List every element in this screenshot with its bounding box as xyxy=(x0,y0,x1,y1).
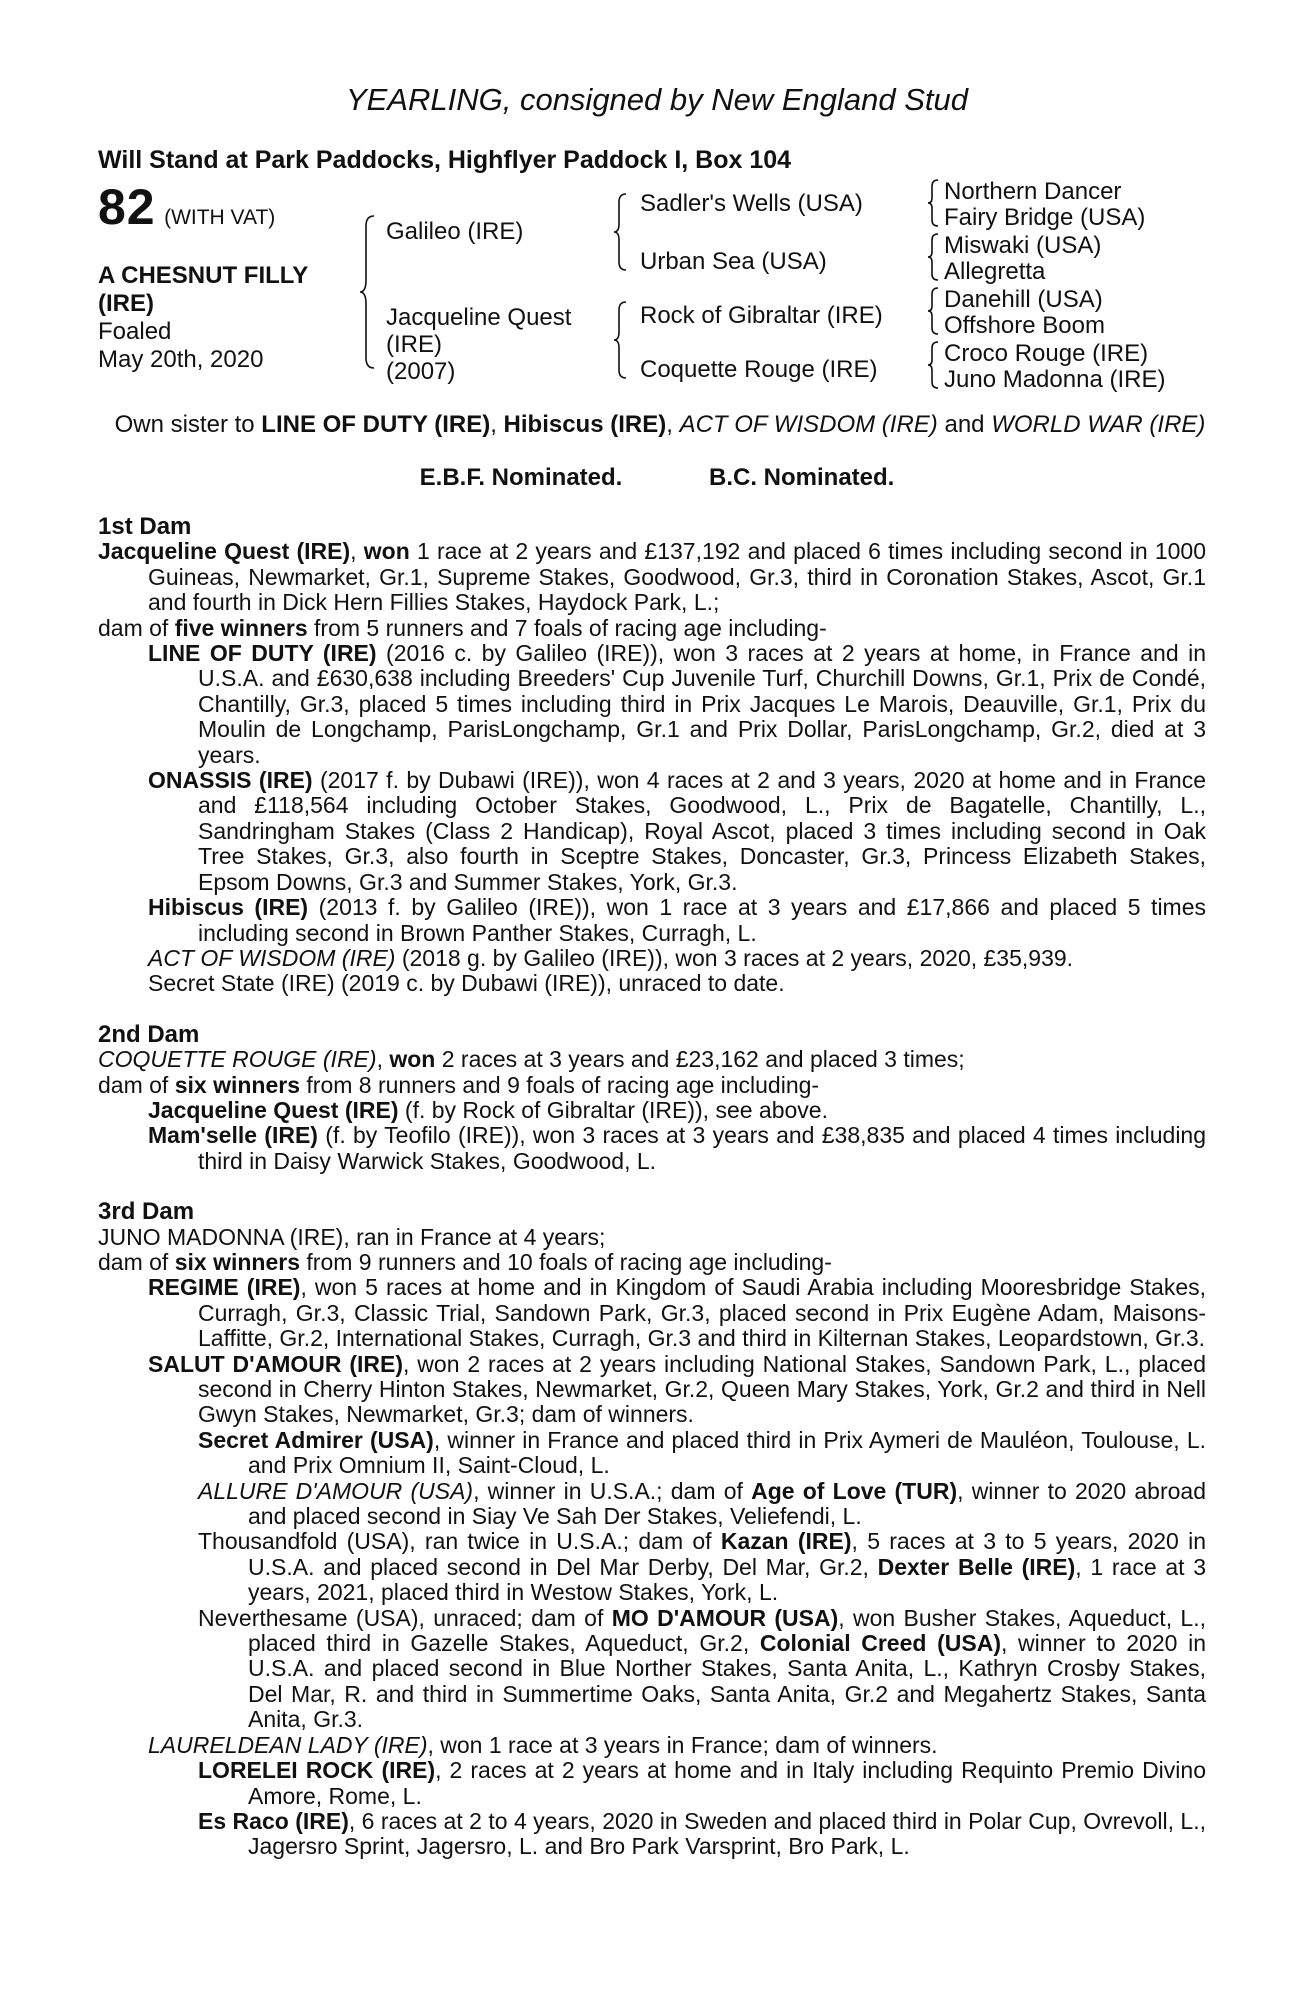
pedigree-brace-dam xyxy=(612,300,628,380)
foal-name: Mam'selle (IRE) xyxy=(148,1122,318,1149)
sibling-2: Hibiscus (IRE) xyxy=(503,411,667,438)
winners-count: six winners xyxy=(174,1248,300,1275)
list-item xyxy=(98,895,1206,946)
first-dam-text: 1 race at 2 years and £137,192 and placed 6 times including second in 1000 Guineas, Newmarket, Gr.1, Supreme Stakes, Goodwood, Gr.3, third in Coronation Stakes, Ascot, Gr.1 and fourth in Dick Hern Fillies Stakes, Haydock Park, L.; xyxy=(148,538,1206,616)
foal-text: , won 5 races at home and in Kingdom of Saudi Arabia including Mooresbridge Stakes, Curragh, Gr.3, Classic Trial, Sandown Park, Gr.3, placed second in Prix Eugène Adam, Maisons-Laffitte, Gr.2, International Stakes, Curragh, Gr.3 and third in Kilternan Stakes, Leopardstown, Gr.3. xyxy=(198,1274,1207,1352)
list-item xyxy=(98,1809,1206,1860)
grandfoal-name: ALLURE D'AMOUR (USA) xyxy=(198,1477,474,1504)
lot-number-block xyxy=(98,178,275,236)
horse-name-line1: A CHESNUT FILLY xyxy=(98,262,309,289)
foal-text: , won 2 races at 2 years including National Stakes, Sandown Park, L., placed second in Cherry Hinton Stakes, Newmarket, Gr.2, Queen Mary Stakes, York, Gr.2 and third in Nell Gwyn Stakes, Newmarket, Gr.3; dam of winners. xyxy=(198,1350,1207,1428)
won-label: won xyxy=(389,1046,436,1073)
sibling-1: LINE OF DUTY (IRE) xyxy=(261,411,491,438)
pedigree-sdd: Allegretta xyxy=(944,258,1046,285)
great-grandfoal-name: Colonial Creed (USA) xyxy=(759,1630,1001,1657)
list-item xyxy=(98,641,1206,768)
great-grandfoal-text: , won Busher Stakes, Aqueduct, L., placed third in Gazelle Stakes, Aqueduct, Gr.2, xyxy=(248,1604,1206,1657)
grandfoal-text: , winner in France and placed third in Prix Aymeri de Mauléon, Toulouse, L. and Prix Omnium II, Saint-Cloud, L. xyxy=(248,1426,1206,1479)
horse-name-line2: (IRE) xyxy=(98,290,154,317)
first-dam-record: Jacqueline Quest (IRE), won 1 race at 2 years and £137,192 and placed 6 times including second in 1000 Guineas, Newmarket, Gr.1, Supreme Stakes, Goodwood, Gr.3, third in Coronation Stakes, Ascot, Gr.1 and fourth in Dick Hern Fillies Stakes, Haydock Park, L.; xyxy=(98,538,1206,616)
pedigree-brace-ds xyxy=(926,286,940,336)
stand-location: Will Stand at Park Paddocks, Highflyer Paddock I, Box 104 xyxy=(98,146,792,174)
list-item xyxy=(98,1529,1206,1605)
foal-name: LAURELDEAN LADY (IRE) xyxy=(148,1731,428,1758)
pedigree-dam-line3: (2007) xyxy=(386,358,456,385)
foal-name: SALUT D'AMOUR (IRE) xyxy=(148,1350,404,1377)
foal-text: Secret State (IRE) (2019 c. by Dubawi (IRE)), unraced to date. xyxy=(148,970,785,997)
second-dam-produce-summary xyxy=(98,1073,1206,1098)
pedigree-sire-dam: Urban Sea (USA) xyxy=(640,248,827,275)
spacer xyxy=(98,1174,1206,1199)
lot-number: 82 xyxy=(98,179,156,235)
foal-name: Jacqueline Quest (IRE) xyxy=(148,1096,399,1123)
vat-label: (WITH VAT) xyxy=(164,206,276,229)
pedigree-dam-line1: Jacqueline Quest xyxy=(386,304,572,331)
third-dam-record: JUNO MADONNA (IRE), ran in France at 4 years; xyxy=(98,1223,606,1250)
list-item xyxy=(98,1428,1206,1479)
foal-name: LINE OF DUTY (IRE) xyxy=(148,640,377,667)
horse-description xyxy=(98,262,308,374)
dam-of-label: dam of xyxy=(98,1248,169,1275)
list-item xyxy=(98,971,1206,996)
foal-text: (f. by Rock of Gibraltar (IRE)), see above. xyxy=(404,1096,828,1123)
list-item xyxy=(98,1098,1206,1123)
page-title: YEARLING, consigned by New England Stud xyxy=(345,82,969,117)
won-label: won xyxy=(363,538,410,565)
great-grandfoal-text: , winner to 2020 abroad and placed second in Siay Ve Sah Der Stakes, Veliefendi, L. xyxy=(248,1477,1206,1530)
great-grandfoal-name: MO D'AMOUR (USA) xyxy=(611,1604,839,1631)
list-item xyxy=(98,1123,1206,1174)
dam-of-suffix: from 8 runners and 9 foals of racing age including- xyxy=(306,1071,820,1098)
foal-text: (2016 c. by Galileo (IRE)), won 3 races at 2 years at home, in France and in U.S.A. and £630,638 including Breeders' Cup Juvenile Turf, Churchill Downs, Gr.1, Prix de Condé, Chantilly, Gr.3, placed 5 times including third in Prix Jacques Le Marois, Deauville, Gr.1, Prix du Moulin de Longchamp, ParisLongchamp, Gr.1 and Prix Dollar, ParisLongchamp, Gr.2, died at 3 years. xyxy=(198,640,1207,768)
great-grandfoal-name: Dexter Belle (IRE) xyxy=(877,1553,1076,1580)
pedigree-brace-main xyxy=(358,214,376,370)
great-grandfoal-text: , 5 races at 3 to 5 years, 2020 in U.S.A. and placed second in Del Mar Derby, Del Mar, Gr.2, xyxy=(248,1528,1207,1580)
grandfoal-name: LORELEI ROCK (IRE) xyxy=(198,1757,436,1784)
foal-name: ONASSIS (IRE) xyxy=(148,767,313,794)
ebf-nomination: E.B.F. Nominated. xyxy=(419,464,623,491)
own-sister-prefix: Own sister to xyxy=(114,411,262,438)
foal-text: , won 1 race at 3 years in France; dam of winners. xyxy=(427,1731,938,1758)
list-item xyxy=(98,946,1206,971)
pedigree-sds: Miswaki (USA) xyxy=(944,232,1102,259)
first-dam-heading: 1st Dam xyxy=(98,513,192,540)
third-dam-produce-summary xyxy=(98,1250,1206,1275)
foal-name: REGIME (IRE) xyxy=(148,1274,301,1301)
pedigree-dam xyxy=(386,304,571,385)
list-item xyxy=(98,768,1206,895)
second-dam-name: COQUETTE ROUGE (IRE) xyxy=(98,1046,377,1073)
list-item xyxy=(98,1275,1206,1351)
list-item xyxy=(98,1758,1206,1809)
third-dam-heading: 3rd Dam xyxy=(98,1198,195,1226)
foal-name: Hibiscus (IRE) xyxy=(148,894,309,921)
foaled-label: Foaled xyxy=(98,318,172,345)
pedigree-brace-dd xyxy=(926,340,940,390)
foal-name: ACT OF WISDOM (IRE) xyxy=(148,944,396,971)
dam-of-label: dam of xyxy=(98,614,169,641)
spacer xyxy=(98,997,1206,1022)
dam-of-label: dam of xyxy=(98,1071,169,1098)
foal-text: (2017 f. by Dubawi (IRE)), won 4 races at 2 and 3 years, 2020 at home and in France and £118,564 including October Stakes, Goodwood, L., Prix de Bagatelle, Chantilly, L., Sandringham Stakes (Class 2 Handicap), Royal Ascot, placed 3 times including second in Oak Tree Stakes, Gr.3, also fourth in Sceptre Stakes, Doncaster, Gr.3, Princess Elizabeth Stakes, Epsom Downs, Gr.3 and Summer Stakes, York, Gr.3. xyxy=(198,767,1206,895)
winners-count: five winners xyxy=(174,614,308,641)
foaled-date: May 20th, 2020 xyxy=(98,346,264,373)
great-grandfoal-name: Age of Love (TUR) xyxy=(751,1477,958,1504)
sibling-notes: Own sister to LINE OF DUTY (IRE), Hibiscus (IRE), ACT OF WISDOM (IRE) and WORLD WAR (IRE) xyxy=(114,411,1206,438)
first-dam-name: Jacqueline Quest (IRE) xyxy=(98,538,351,565)
list-item xyxy=(98,1733,1206,1758)
dam-of-suffix: from 5 runners and 7 foals of racing age including- xyxy=(314,614,827,641)
pedigree-brace-ss xyxy=(926,178,940,228)
great-grandfoal-name: Kazan (IRE) xyxy=(720,1528,852,1555)
nominations xyxy=(0,464,1314,492)
dam-lines xyxy=(98,514,1206,1860)
dam-of-suffix: from 9 runners and 10 foals of racing age including- xyxy=(306,1248,832,1275)
sibling-3: ACT OF WISDOM (IRE) xyxy=(679,411,938,438)
list-item xyxy=(98,1479,1206,1530)
pedigree-dam-line2: (IRE) xyxy=(386,331,442,358)
list-item xyxy=(98,1606,1206,1733)
pedigree-ddd: Juno Madonna (IRE) xyxy=(944,366,1166,393)
foal-text: (2013 f. by Galileo (IRE)), won 1 race at 3 years and £17,866 and placed 5 times including second in Brown Panther Stakes, Curragh, L. xyxy=(198,894,1207,946)
great-grandfoal-text: , winner to 2020 in U.S.A. and placed second in Blue Norther Stakes, Santa Anita, L., Kathryn Crosby Stakes, Del Mar, R. and third in Summertime Oaks, Santa Anita, Gr.2 and Megahertz Stakes, Santa Anita, Gr.3. xyxy=(248,1630,1206,1733)
pedigree-sire: Galileo (IRE) xyxy=(386,218,524,245)
grandfoal-text: Thousandfold (USA), ran twice in U.S.A.; dam of xyxy=(198,1528,712,1555)
grandfoal-name: Es Raco (IRE) xyxy=(198,1807,349,1834)
sibling-4: WORLD WAR (IRE) xyxy=(991,411,1206,438)
winners-count: six winners xyxy=(174,1071,300,1098)
second-dam-record: COQUETTE ROUGE (IRE), won 2 races at 3 years and £23,162 and placed 3 times; xyxy=(98,1046,965,1073)
first-dam-produce-summary xyxy=(98,616,1206,641)
bc-nomination: B.C. Nominated. xyxy=(709,464,895,491)
pedigree-sss: Northern Dancer xyxy=(944,178,1122,205)
foal-text: (f. by Teofilo (IRE)), won 3 races at 3 years and £38,835 and placed 4 times including third in Daisy Warwick Stakes, Goodwood, L. xyxy=(198,1122,1207,1174)
grandfoal-name: Secret Admirer (USA) xyxy=(198,1426,434,1453)
pedigree-dsd: Offshore Boom xyxy=(944,312,1105,339)
second-dam-heading: 2nd Dam xyxy=(98,1020,200,1048)
pedigree-dam-sire: Rock of Gibraltar (IRE) xyxy=(640,302,883,329)
pedigree-dss: Danehill (USA) xyxy=(944,286,1103,313)
list-item xyxy=(98,1352,1206,1428)
pedigree-ssd: Fairy Bridge (USA) xyxy=(944,204,1146,231)
second-dam-text: 2 races at 3 years and £23,162 and placed 3 times; xyxy=(441,1046,965,1073)
grandfoal-text: Neverthesame (USA), unraced; dam of xyxy=(198,1604,604,1631)
pedigree-dam-dam: Coquette Rouge (IRE) xyxy=(640,356,878,383)
and-text: and xyxy=(937,411,992,438)
grandfoal-text: , 6 races at 2 to 4 years, 2020 in Sweden and placed third in Polar Cup, Ovrevoll, L., Jagersro Sprint, Jagersro, L. and Bro Park Varsprint, Bro Park, L. xyxy=(248,1807,1206,1860)
great-grandfoal-text: , 1 race at 3 years, 2021, placed third in Westow Stakes, York, L. xyxy=(248,1553,1206,1606)
grandfoal-text: , 2 races at 2 years at home and in Italy including Requinto Premio Divino Amore, Rome, L. xyxy=(248,1757,1206,1809)
pedigree-brace-sd xyxy=(926,232,940,282)
foal-text: (2018 g. by Galileo (IRE)), won 3 races at 2 years, 2020, £35,939. xyxy=(401,944,1074,971)
pedigree-sire-sire: Sadler's Wells (USA) xyxy=(640,190,863,217)
pedigree-brace-sire xyxy=(612,192,628,272)
grandfoal-text: , winner in U.S.A.; dam of xyxy=(473,1477,743,1504)
pedigree-dds: Croco Rouge (IRE) xyxy=(944,340,1149,367)
